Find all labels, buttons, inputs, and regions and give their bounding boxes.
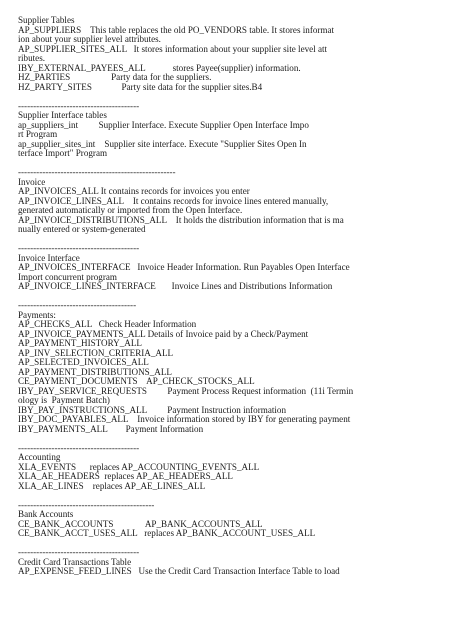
text-line: Supplier Tables (18, 16, 75, 25)
text-line: AP_INVOICE_PAYMENTS_ALL Details of Invoice paid by a Check/Payment (18, 329, 309, 339)
text-line: nually entered or system-generated (18, 225, 146, 234)
separator-line: ---------------------------------------- (18, 244, 140, 253)
separator-line: ---------------------------------------- (18, 101, 140, 111)
text-line: Bank Accounts (18, 510, 74, 519)
text-line: AP_INVOICE_LINES_ALL It contains records for invoice lines entered manually, (18, 196, 329, 206)
text-line: ology is Payment Batch) (18, 396, 110, 405)
text-line: XLA_AE_LINES replaces AP_AE_LINES_ALL (18, 481, 206, 491)
text-line: IBY_PAYMENTS_ALL Payment Information (18, 424, 204, 434)
text-line: ap_suppliers_int Supplier Interface. Execute Supplier Open Interface Impo (18, 120, 309, 130)
text-line: CE_PAYMENT_DOCUMENTS AP_CHECK_STOCKS_ALL (18, 377, 255, 386)
text-line: HZ_PARTIES Party data for the suppliers. (18, 73, 212, 82)
text-line: Invoice (18, 177, 46, 187)
text-line: XLA_EVENTS replaces AP_ACCOUNTING_EVENTS_ALL (18, 462, 260, 472)
text-line: AP_INVOICE_LINES_INTERFACE Invoice Lines and Distributions Information (18, 282, 333, 291)
blank-line (18, 92, 464, 102)
text-line: IBY_EXTERNAL_PAYEES_ALL stores Payee(supplier) information. (18, 63, 301, 73)
text-line: AP_INVOICES_INTERFACE Invoice Header Information. Run Payables Open Interface (18, 263, 350, 272)
text-line: Payments: (18, 310, 56, 320)
text-line: generated automatically or imported from the Open Interface. (18, 206, 243, 215)
text-line: IBY_DOC_PAYABLES_ALL Invoice information stored by IBY for generating payment (18, 415, 351, 424)
text-line: ion about your supplier level attributes. (18, 35, 161, 44)
blank-line (18, 434, 464, 444)
separator-line: --------------------------------------------- (18, 500, 155, 510)
separator-line: --------------------------------------- (18, 301, 137, 310)
text-line: rt Program (18, 130, 58, 139)
blank-line (18, 491, 464, 501)
text-line: AP_SELECTED_INVOICES_ALL (18, 358, 149, 367)
text-line: AP_INV_SELECTION_CRITERIA_ALL (18, 348, 174, 358)
separator-line: ---------------------------------------- (18, 443, 140, 453)
text-line: AP_INVOICE_DISTRIBUTIONS_ALL It holds the distribution information that is ma (18, 215, 344, 225)
text-line: Accounting (18, 453, 61, 462)
text-line: AP_PAYMENT_DISTRIBUTIONS_ALL (18, 367, 172, 377)
text-line: Invoice Interface (18, 253, 80, 263)
text-line: ap_supplier_sites_int Supplier site interface. Execute "Supplier Sites Open In (18, 139, 307, 149)
text-line: Import concurrent program (18, 272, 117, 282)
text-line: IBY_PAY_SERVICE_REQUESTS Payment Process Request information (11i Termin (18, 386, 354, 396)
text-line: Credit Card Transactions Table (18, 557, 132, 567)
text-line: AP_SUPPLIERS This table replaces the old PO_VENDORS table. It stores informat (18, 25, 335, 35)
text-line: AP_INVOICES_ALL It contains records for invoices you enter (18, 187, 250, 196)
blank-line (18, 539, 464, 549)
blank-line (18, 292, 464, 302)
text-line: AP_EXPENSE_FEED_LINES Use the Credit Card Transaction Interface Table to load (18, 567, 340, 576)
text-line: terface Import" Program (18, 149, 108, 158)
document-body (18, 16, 464, 577)
separator-line: ---------------------------------------------------- (18, 168, 176, 177)
text-line: AP_CHECKS_ALL Check Header Information (18, 320, 197, 329)
text-line: Supplier Interface tables (18, 111, 107, 120)
separator-line: ---------------------------------------- (18, 548, 140, 557)
blank-line (18, 159, 464, 169)
text-line: IBY_PAY_INSTRUCTIONS_ALL Payment Instruction information (18, 405, 287, 415)
text-line: HZ_PARTY_SITES Party site data for the supplier sites.B4 (18, 82, 263, 92)
text-line: XLA_AE_HEADERS replaces AP_AE_HEADERS_ALL (18, 472, 233, 481)
text-line: AP_PAYMENT_HISTORY_ALL (18, 339, 142, 348)
blank-line (18, 235, 464, 245)
text-line: CE_BANK_ACCOUNTS AP_BANK_ACCOUNTS_ALL (18, 519, 263, 529)
text-line: ributes. (18, 54, 46, 63)
text-line: AP_SUPPLIER_SITES_ALL It stores information about your supplier site level att (18, 44, 328, 54)
text-line: CE_BANK_ACCT_USES_ALL replaces AP_BANK_ACCOUNT_USES_ALL (18, 529, 316, 538)
